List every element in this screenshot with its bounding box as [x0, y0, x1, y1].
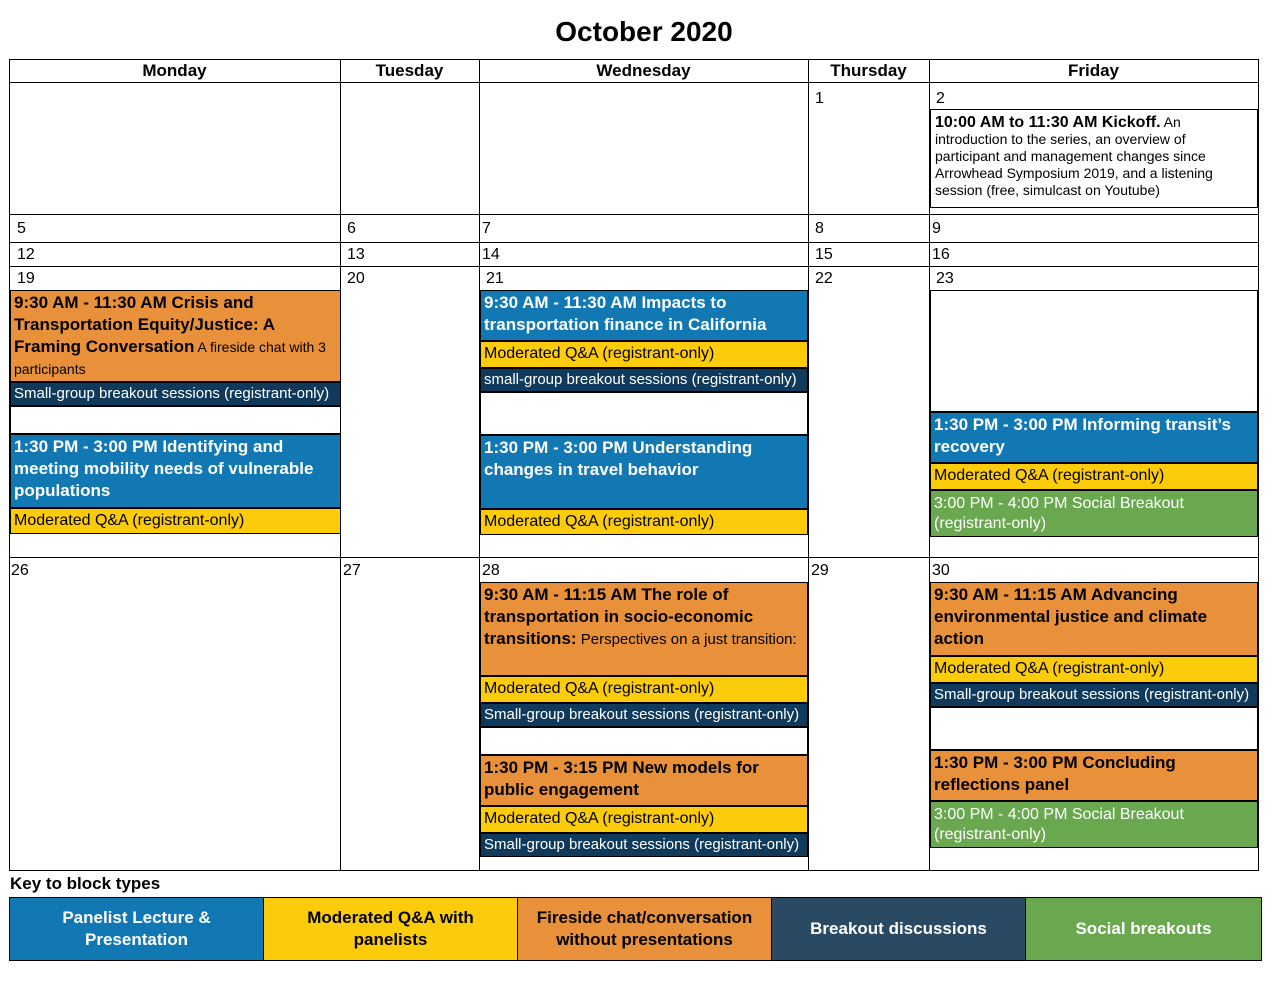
breakout-block: Small-group breakout sessions (registrant-only) [480, 703, 808, 727]
day-header-monday: Monday [142, 61, 207, 80]
key-moderated-qa: Moderated Q&A with panelists [263, 897, 518, 961]
empty-block [480, 727, 808, 755]
event-kickoff [930, 109, 1258, 208]
date-number: 22 [815, 270, 833, 287]
qa-block: Moderated Q&A (registrant-only) [480, 509, 808, 535]
event-description: A fireside chat with 3 participants [14, 339, 326, 377]
key-label: Key to block types [10, 874, 161, 893]
date-number: 28 [482, 562, 500, 579]
event-title: 9:30 AM - 11:15 AM The role of transportation in socio-economic transitions: [484, 585, 754, 648]
date-number: 21 [486, 270, 504, 287]
event-title: 9:30 AM - 11:30 AM Crisis and Transportation Equity/Justice: A Framing Conversation [14, 293, 275, 356]
event-socio-economic [480, 582, 808, 676]
date-number: 16 [932, 246, 950, 263]
event-environmental-justice [930, 582, 1258, 656]
breakout-block: Small-group breakout sessions (registrant-only) [10, 382, 341, 406]
event-title: 9:30 AM - 11:15 AM Advancing environmental justice and climate action [934, 585, 1208, 648]
date-number: 2 [936, 90, 945, 107]
date-number: 6 [347, 220, 356, 237]
qa-block: Moderated Q&A (registrant-only) [480, 676, 808, 703]
qa-block: Moderated Q&A (registrant-only) [930, 463, 1258, 490]
calendar-title: October 2020 [555, 16, 733, 47]
event-travel-behavior [480, 435, 808, 509]
qa-block: Moderated Q&A (registrant-only) [480, 806, 808, 833]
date-number: 15 [815, 246, 833, 263]
qa-block: Moderated Q&A (registrant-only) [480, 341, 808, 368]
day-header-friday: Friday [1067, 61, 1120, 80]
event-title: 1:30 PM - 3:00 PM Identifying and meeting mobility needs of vulnerable populations [14, 437, 314, 500]
date-number: 5 [17, 220, 26, 237]
date-number: 27 [343, 562, 361, 579]
empty-block [480, 392, 808, 435]
breakout-block: Small-group breakout sessions (registrant-only) [930, 683, 1258, 707]
day-header-thursday: Thursday [830, 61, 907, 80]
date-number: 12 [17, 246, 35, 263]
date-number: 23 [936, 270, 954, 287]
date-number: 1 [815, 90, 824, 107]
key-panelist-lecture: Panelist Lecture & Presentation [9, 897, 264, 961]
empty-block [930, 290, 1258, 412]
event-crisis-equity [10, 290, 341, 382]
empty-block [10, 406, 341, 434]
event-public-engagement [480, 755, 808, 806]
key-fireside-chat: Fireside chat/conversation without presentations [517, 897, 772, 961]
date-number: 13 [347, 246, 365, 263]
social-breakout-block: 3:00 PM - 4:00 PM Social Breakout (registrant-only) [930, 490, 1258, 537]
date-number: 20 [347, 270, 365, 287]
event-title: 1:30 PM - 3:00 PM Informing transit’s recovery [934, 415, 1231, 456]
event-description: An introduction to the series, an overview of participant and management changes since Arrowhead Symposium 2019, and a listening session (free, simulcast on Youtube) [935, 114, 1213, 198]
event-title: 10:00 AM to 11:30 AM Kickoff. [935, 114, 1161, 131]
qa-block: Moderated Q&A (registrant-only) [10, 508, 341, 534]
event-transportation-finance [480, 290, 808, 341]
event-description: Perspectives on a just transition: [576, 631, 797, 648]
social-breakout-block: 3:00 PM - 4:00 PM Social Breakout (registrant-only) [930, 801, 1258, 848]
event-mobility-needs [10, 434, 341, 508]
day-header-wednesday: Wednesday [596, 61, 691, 80]
event-title: 1:30 PM - 3:00 PM Understanding changes in travel behavior [484, 438, 753, 479]
date-number: 7 [482, 220, 491, 237]
date-number: 8 [815, 220, 824, 237]
day-header-tuesday: Tuesday [375, 61, 444, 80]
breakout-block: small-group breakout sessions (registrant-only) [480, 368, 808, 392]
date-number: 26 [11, 562, 29, 579]
date-number: 30 [932, 562, 950, 579]
date-number: 9 [932, 220, 941, 237]
event-concluding-panel [930, 750, 1258, 801]
key-breakout-discussions: Breakout discussions [771, 897, 1026, 961]
qa-block: Moderated Q&A (registrant-only) [930, 656, 1258, 683]
breakout-block: Small-group breakout sessions (registrant-only) [480, 833, 808, 857]
date-number: 19 [17, 270, 35, 287]
event-title: 9:30 AM - 11:30 AM Impacts to transportation finance in California [484, 293, 767, 334]
date-number: 14 [482, 246, 500, 263]
event-title: 1:30 PM - 3:15 PM New models for public engagement [484, 758, 759, 799]
empty-block [930, 707, 1258, 750]
date-number: 29 [811, 562, 829, 579]
event-title: 1:30 PM - 3:00 PM Concluding reflections panel [934, 753, 1176, 794]
event-transit-recovery [930, 412, 1258, 463]
key-social-breakouts: Social breakouts [1025, 897, 1262, 961]
